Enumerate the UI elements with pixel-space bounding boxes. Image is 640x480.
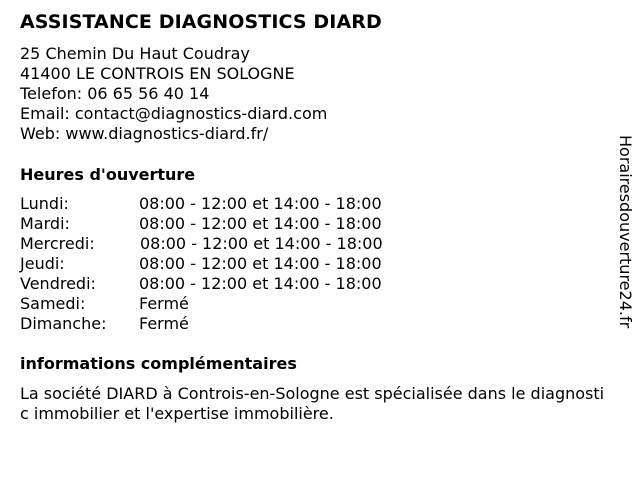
website-address: Web: www.diagnostics-diard.fr/ — [20, 124, 269, 143]
day-hours: Fermé — [139, 294, 189, 313]
day-label: Mercredi: — [20, 234, 95, 253]
street-address: 25 Chemin Du Haut Coudray — [20, 44, 250, 63]
company-name: ASSISTANCE DIAGNOSTICS DIARD — [20, 11, 382, 33]
day-label: Lundi: — [20, 194, 69, 213]
day-hours: 08:00 - 12:00 et 14:00 - 18:00 — [139, 254, 382, 273]
city-address: 41400 LE CONTROIS EN SOLOGNE — [20, 64, 295, 83]
info-description: La société DIARD à Controis-en-Sologne est spécialisée dans le diagnostic immobilier et l'expertise immobilière. — [20, 384, 605, 423]
day-label: Mardi: — [20, 214, 70, 233]
day-hours: 08:00 - 12:00 et 14:00 - 18:00 — [140, 234, 383, 253]
day-label: Jeudi: — [20, 254, 65, 273]
email-address: Email: contact@diagnostics-diard.com — [20, 104, 328, 123]
day-label: Samedi: — [20, 294, 86, 313]
day-label: Dimanche: — [20, 314, 107, 333]
day-hours: 08:00 - 12:00 et 14:00 - 18:00 — [139, 214, 382, 233]
day-hours: 08:00 - 12:00 et 14:00 - 18:00 — [139, 194, 382, 213]
day-label: Vendredi: — [20, 274, 96, 293]
contact-block — [20, 44, 327, 144]
hours-heading: Heures d'ouverture — [20, 165, 196, 184]
info-heading: informations complémentaires — [20, 354, 297, 373]
site-watermark: Horairesdouverture24.fr — [616, 135, 635, 329]
day-hours: 08:00 - 12:00 et 14:00 - 18:00 — [139, 274, 382, 293]
day-hours: Fermé — [139, 314, 189, 333]
phone-number: Telefon: 06 65 56 40 14 — [20, 84, 210, 103]
